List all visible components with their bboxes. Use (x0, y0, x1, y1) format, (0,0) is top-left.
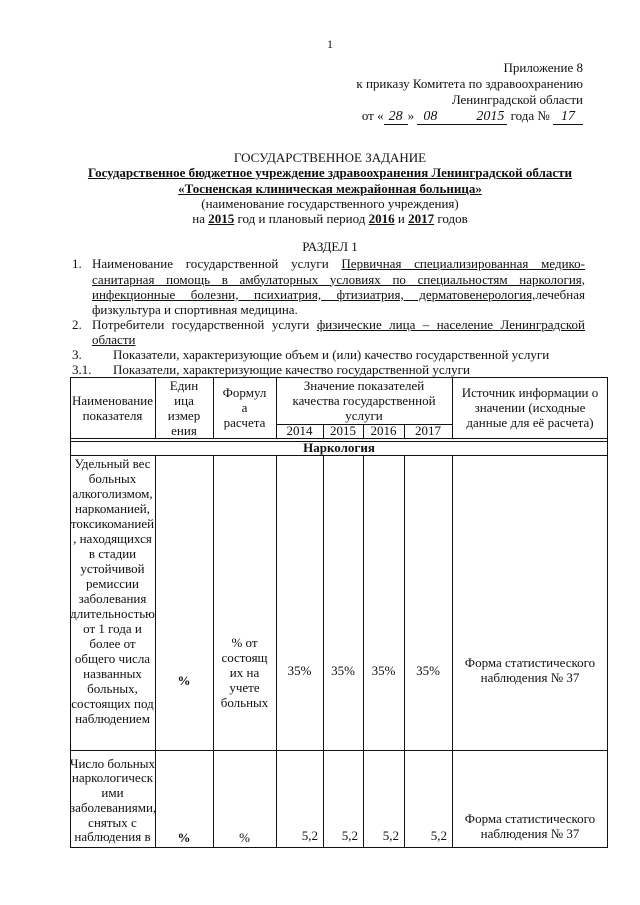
item-2-line-2 (0, 332, 640, 347)
period-line (70, 211, 590, 226)
item-3-1-number: 3.1. (72, 362, 92, 378)
item-1-line-2 (0, 272, 640, 287)
header-indicator-name: Наименование показателя (72, 392, 153, 423)
item-3-1-line (0, 362, 640, 377)
row-2-value-2017: 5,2 (430, 827, 447, 843)
organization-name: «Тосненская клиническая межрайонная больница» (178, 180, 482, 196)
item-1-value-cont: санитарная помощь в амбулаторных условиях по специальностям наркология, (92, 271, 585, 287)
item-2-text-2 (92, 332, 585, 347)
item-1-number: 1. (72, 256, 82, 272)
date-prefix: от « (361, 108, 384, 123)
date-day: 28 (384, 110, 408, 125)
item-1-tail-cont: физкультура и спортивная медицина. (92, 301, 298, 317)
row-1-indicator-name: Удельный вес больных алкоголизмом, наркоманией, токсикоманией , находящихся в стадии устойчивой ремиссии заболевания длительностью от 1 года и более от общего числа названных больных, состоящих под наблюдением (70, 456, 155, 726)
period-mid-2: и (394, 211, 409, 226)
header-year-2015: 2015 (330, 423, 356, 438)
period-suffix: годов (434, 211, 468, 226)
year-main: 2015 (208, 211, 235, 226)
appendix-date-line (356, 108, 583, 124)
appendix-block (356, 60, 583, 124)
date-close-quote: » (407, 108, 418, 123)
item-3-text: Показатели, характеризующие объем и (или) качество государственной услуги (113, 347, 550, 363)
header-formula: Формул а расчета (222, 385, 267, 430)
header-indicator-values: Значение показателей качества государственной услуги (292, 378, 436, 423)
period-prefix: на (192, 211, 209, 226)
row-1-value-2014: 35% (287, 662, 312, 678)
appendix-region: Ленинградской области (451, 92, 583, 107)
organization-line-1: Государственное бюджетное учреждение здравоохранения Ленинградской области (87, 165, 573, 181)
document-heading: ГОСУДАРСТВЕННОЕ ЗАДАНИЕ (233, 150, 427, 165)
appendix-order-ref: к приказу Комитета по здравоохранению (356, 76, 583, 91)
item-2-value-cont: области (92, 332, 136, 348)
row-1-unit: % (177, 672, 191, 688)
row-2-source: Форма статистического наблюдения № 37 (464, 810, 596, 841)
item-1-line-3 (0, 287, 640, 302)
order-number: 17 (553, 110, 583, 125)
item-1-text-1 (92, 256, 585, 271)
group-row-narcology: Наркология (303, 440, 375, 455)
row-2-value-2014: 5,2 (301, 827, 318, 843)
item-3-line (0, 347, 640, 362)
organization-caption: (наименование государственного учреждения) (201, 195, 459, 211)
item-1-text-4 (92, 302, 585, 317)
row-2-unit: % (177, 829, 191, 845)
row-2-value-2015: 5,2 (341, 827, 358, 843)
row-1-value-2015: 35% (331, 662, 355, 678)
section-heading: РАЗДЕЛ 1 (302, 239, 358, 254)
document-title-block (70, 150, 590, 226)
header-source: Источник информации о значении (исходные данные для её расчета) (461, 385, 599, 430)
item-2-value: физические лица – население Ленинградской (316, 316, 585, 332)
header-unit: Един ица измер ения (167, 377, 201, 438)
year-plan-1: 2016 (368, 211, 395, 226)
header-year-2017: 2017 (415, 423, 441, 438)
date-year: 2015 (473, 110, 507, 125)
appendix-title: Приложение 8 (503, 60, 583, 75)
item-1-value: Первичная специализированная медико- (341, 256, 586, 272)
row-2-indicator-name: Число больных наркологическ ими заболеваниями, снятых с наблюдения в (70, 755, 157, 845)
item-1-text-3 (92, 287, 585, 302)
item-1-value-end: инфекционные болезни, психиатрия, фтизиатрия, дерматовенерология, (92, 286, 536, 302)
row-1-source: Форма статистического наблюдения № 37 (464, 654, 596, 685)
item-2-label: Потребители государственной услуги (92, 316, 310, 332)
row-2-value-2016: 5,2 (382, 827, 399, 843)
date-suffix: года № (507, 108, 553, 123)
quality-indicators-table (70, 377, 608, 848)
row-1-value-2016: 35% (371, 662, 396, 678)
item-3-1-text: Показатели, характеризующие качество государственной услуги (113, 362, 470, 378)
item-1-line-4 (0, 302, 640, 317)
header-year-2014: 2014 (286, 423, 313, 438)
row-1-value-2017: 35% (416, 662, 440, 678)
row-2-formula: % (239, 829, 250, 845)
row-1-formula: % от состоящ их на учете больных (220, 634, 269, 710)
header-year-2016: 2016 (370, 423, 397, 438)
year-plan-2: 2017 (408, 211, 435, 226)
item-1-text-2 (92, 272, 585, 287)
item-3-number: 3. (72, 347, 82, 363)
date-month: 08 (417, 110, 473, 125)
period-mid-1: год и плановый период (234, 211, 369, 226)
item-1-tail: лечебная (535, 286, 585, 302)
item-1-line-1 (0, 256, 640, 271)
organization-line-2 (70, 181, 590, 196)
item-1-label: Наименование государственной услуги (92, 256, 329, 272)
item-2-line-1 (0, 317, 640, 332)
section-items (0, 256, 640, 377)
page-number: 1 (327, 37, 333, 51)
item-2-text-1 (92, 317, 585, 332)
item-2-number: 2. (72, 316, 82, 332)
